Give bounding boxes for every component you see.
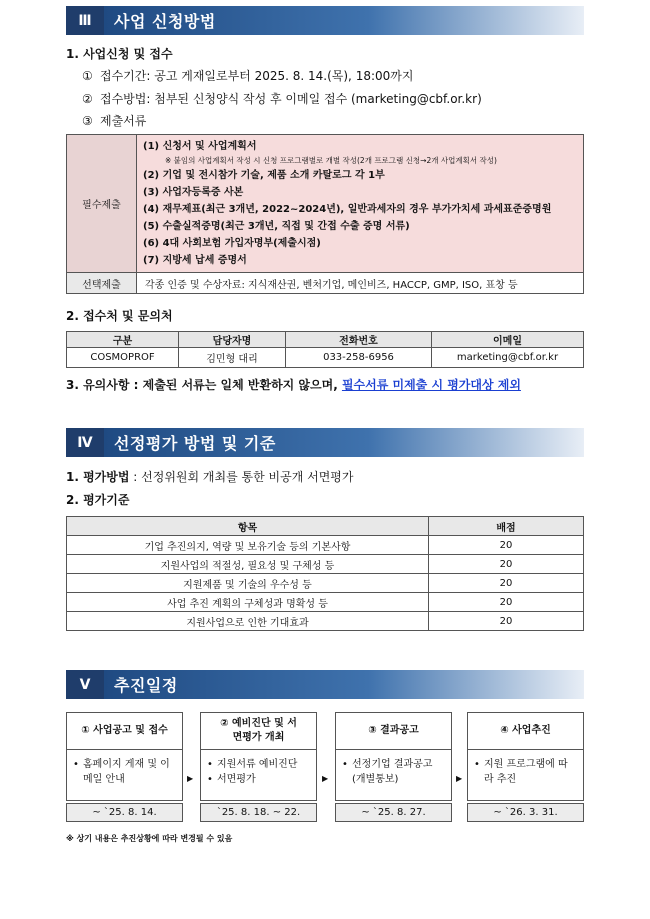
step-date: ~ `25. 8. 14. <box>66 803 183 822</box>
step-title: ① 사업공고 및 접수 <box>67 713 182 750</box>
eval-score: 20 <box>429 574 584 593</box>
section5-header <box>66 670 584 699</box>
eval-item: 사업 추진 계획의 구체성과 명확성 등 <box>67 593 429 612</box>
required-note: ※ 붙임의 사업계획서 작성 시 신청 프로그램별로 개별 작성(2개 프로그램 신청→2개 사업계획서 작성) <box>165 156 497 165</box>
section3-title: 사업 신청방법 <box>104 6 584 35</box>
required-item: (7) 지방세 납세 증명서 <box>143 255 247 266</box>
step-bullet: 서면평가 <box>217 774 256 785</box>
section3-number: Ⅲ <box>66 6 104 35</box>
period-number: ① <box>82 69 93 83</box>
eval-criteria-heading: 2. 평가기준 <box>66 493 130 507</box>
eval-table <box>66 516 584 631</box>
section4-title: 선정평가 방법 및 기준 <box>104 428 584 457</box>
step-date: ~ `25. 8. 27. <box>335 803 452 822</box>
arrow-right-icon: ▶ <box>322 774 329 783</box>
arrow-right-icon: ▶ <box>187 774 194 783</box>
caution-note <box>66 376 521 393</box>
eval-score: 20 <box>429 536 584 555</box>
optional-text: 각종 인증 및 수상자료: 지식재산권, 벤처기업, 메인비즈, HACCP, GMP, ISO, 표창 등 <box>137 273 584 294</box>
contact-org: COSMOPROF <box>67 348 179 368</box>
table-row <box>67 574 584 593</box>
step-title: ② 예비진단 및 서면평가 개최 <box>201 713 316 750</box>
bullet-icon: • <box>474 759 480 770</box>
section4-number: Ⅳ <box>66 428 104 457</box>
schedule-step-1 <box>66 712 183 824</box>
period-text: 접수기간: 공고 게재일로부터 2025. 8. 14.(목), 18:00까지 <box>100 69 414 83</box>
eval-header-row <box>67 517 584 536</box>
step-bullet: 지원 프로그램에 따라 추진 <box>484 759 568 785</box>
section4-header <box>66 428 584 457</box>
table-row <box>67 612 584 631</box>
docs-number: ③ <box>82 114 93 128</box>
bullet-icon: • <box>207 759 213 770</box>
required-item: (1) 신청서 및 사업계획서 <box>143 141 257 152</box>
schedule-flow <box>66 712 584 824</box>
schedule-step-3 <box>335 712 452 824</box>
contact-table <box>66 331 584 368</box>
period-line <box>82 67 413 84</box>
section5-number: Ⅴ <box>66 670 104 699</box>
eval-method-label: 1. 평가방법 <box>66 470 130 484</box>
eval-item: 지원사업으로 인한 기대효과 <box>67 612 429 631</box>
eval-item: 지원사업의 적절성, 필요성 및 구체성 등 <box>67 555 429 574</box>
docs-text: 제출서류 <box>100 114 147 128</box>
eval-score: 20 <box>429 612 584 631</box>
eval-header: 항목 <box>67 517 429 536</box>
contact-header-row <box>67 332 584 348</box>
required-item: (5) 수출실적증명(최근 3개년, 직접 및 간접 수출 증명 서류) <box>143 221 410 232</box>
apply-heading: 1. 사업신청 및 접수 <box>66 47 173 61</box>
bullet-icon: • <box>342 759 348 770</box>
eval-method-text: : 선정위원회 개최를 통한 비공개 서면평가 <box>129 470 354 484</box>
step-title: ③ 결과공고 <box>336 713 451 750</box>
bullet-icon: • <box>207 774 213 785</box>
step-bullet: 지원서류 예비진단 <box>217 759 298 770</box>
step-bullet: 선정기업 결과공고 (개별통보) <box>352 759 433 785</box>
schedule-footnote: ※ 상기 내용은 추진상황에 따라 변경될 수 있음 <box>66 834 233 843</box>
required-item: (6) 4대 사회보험 가입자명부(제출시점) <box>143 238 321 249</box>
required-label: 필수제출 <box>67 135 137 273</box>
contact-person: 김민형 대리 <box>179 348 286 368</box>
contact-heading: 2. 접수처 및 문의처 <box>66 309 173 323</box>
contact-header: 전화번호 <box>286 332 432 348</box>
section5-title: 추진일정 <box>104 670 584 699</box>
contact-header: 이메일 <box>432 332 584 348</box>
bullet-icon: • <box>73 759 79 770</box>
table-row <box>67 593 584 612</box>
method-text: 접수방법: 첨부된 신청양식 작성 후 이메일 접수 (marketing@cbf.or.kr) <box>100 92 482 106</box>
eval-header: 배점 <box>429 517 584 536</box>
contact-row <box>67 348 584 368</box>
caution-link[interactable]: 필수서류 미제출 시 평가대상 제외 <box>341 378 521 392</box>
schedule-step-2 <box>200 712 317 824</box>
contact-email: marketing@cbf.or.kr <box>432 348 584 368</box>
required-list <box>137 135 584 273</box>
docs-line <box>82 112 146 129</box>
section3-header <box>66 6 584 35</box>
required-item: (3) 사업자등록증 사본 <box>143 187 244 198</box>
method-number: ② <box>82 92 93 106</box>
schedule-step-4 <box>467 712 584 824</box>
eval-score: 20 <box>429 593 584 612</box>
caution-text: 3. 유의사항 : 제출된 서류는 일체 반환하지 않으며, <box>66 378 342 392</box>
required-item: (2) 기업 및 전시참가 기술, 제품 소개 카탈로그 각 1부 <box>143 170 385 181</box>
eval-method-line <box>66 468 353 485</box>
step-date: `25. 8. 18. ~ 22. <box>200 803 317 822</box>
method-line <box>82 90 482 107</box>
optional-label: 선택제출 <box>67 273 137 294</box>
contact-header: 담당자명 <box>179 332 286 348</box>
required-item: (4) 재무제표(최근 3개년, 2022~2024년), 일반과세자의 경우 부가가치세 과세표준증명원 <box>143 204 552 215</box>
step-title: ④ 사업추진 <box>468 713 583 750</box>
step-bullet: 홈페이지 게재 및 이메일 안내 <box>83 759 170 785</box>
contact-header: 구분 <box>67 332 179 348</box>
arrow-right-icon: ▶ <box>456 774 463 783</box>
eval-item: 지원제품 및 기술의 우수성 등 <box>67 574 429 593</box>
step-date: ~ `26. 3. 31. <box>467 803 584 822</box>
required-docs-table <box>66 134 584 294</box>
eval-item: 기업 추진의지, 역량 및 보유기술 등의 기본사항 <box>67 536 429 555</box>
eval-score: 20 <box>429 555 584 574</box>
contact-phone: 033-258-6956 <box>286 348 432 368</box>
table-row <box>67 555 584 574</box>
table-row <box>67 536 584 555</box>
